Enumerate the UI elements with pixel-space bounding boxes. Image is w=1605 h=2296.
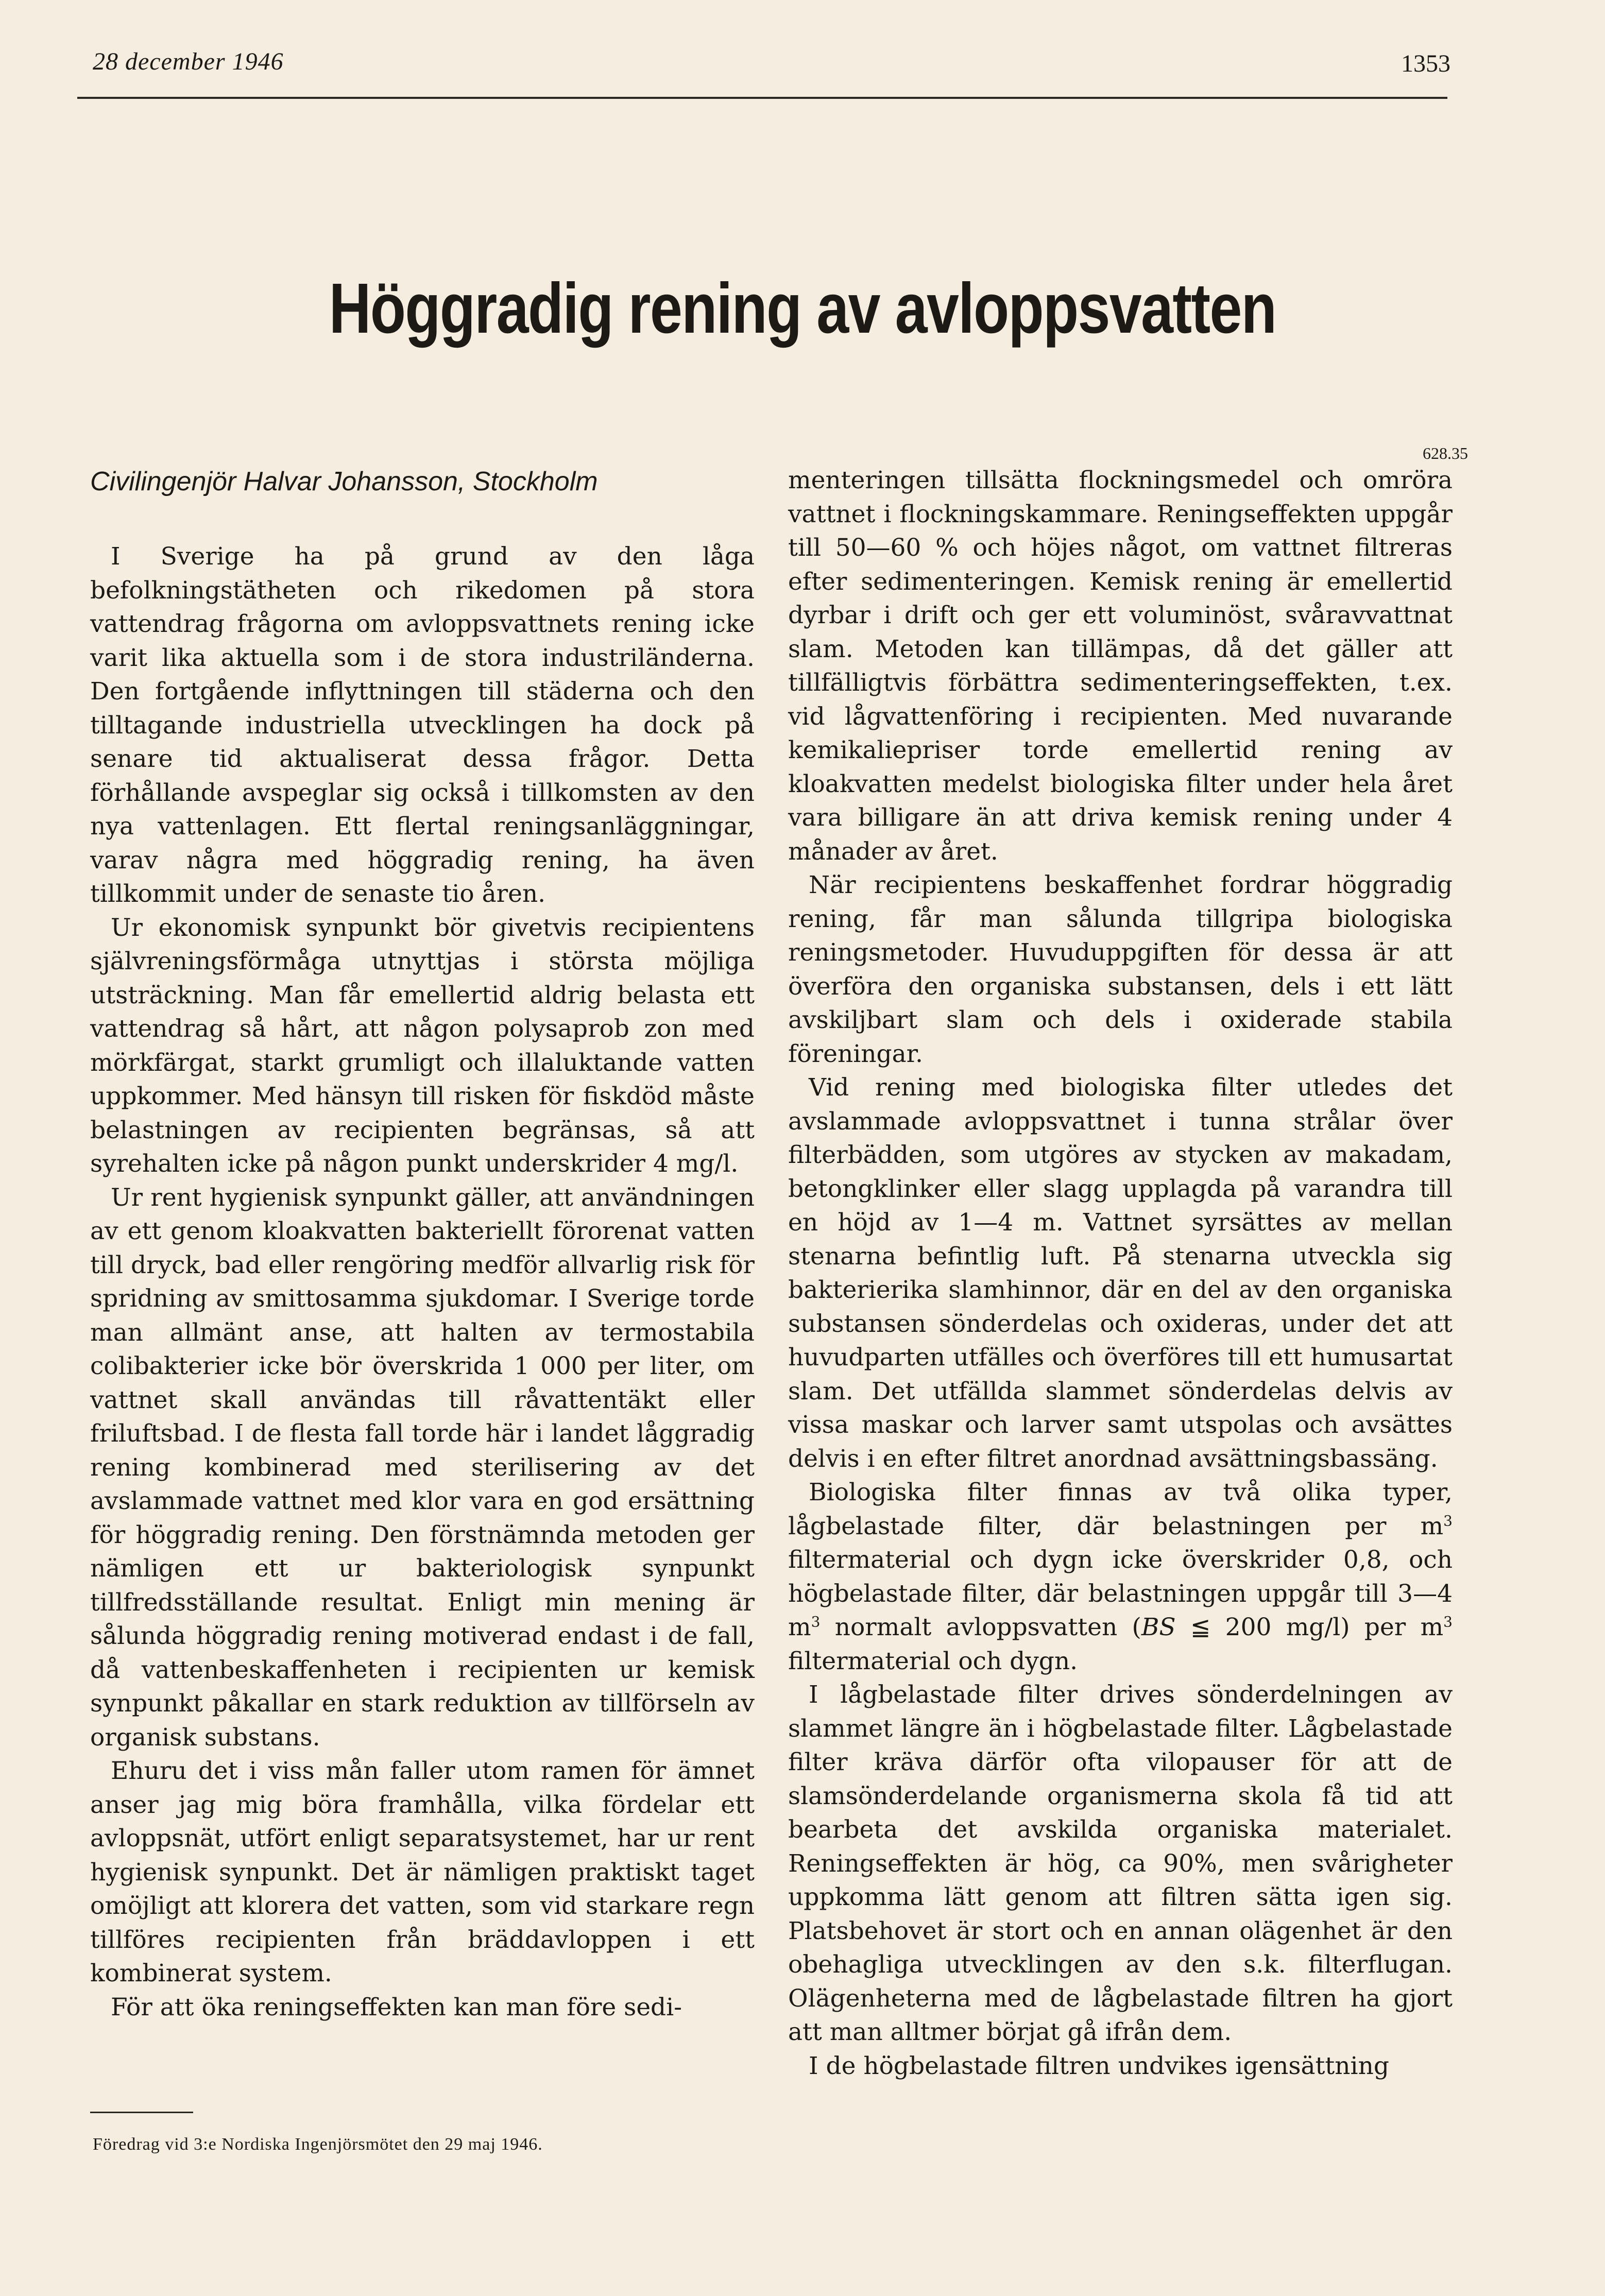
paragraph: Ehuru det i viss mån faller utom ramen för ämnet anser jag mig böra framhålla, vilka fördelar ett avloppsnät, utfört enligt separatsystemet, har ur rent hygienisk synpunkt. Det är nämligen praktiskt taget omöjligt att klorera det vatten, som vid starkare regn tillföres recipienten från bräddavloppen i ett kombinerat system. [90,1757,755,1987]
paragraph: När recipientens beskaffenhet fordrar höggradig rening, får man sålunda tillgripa biologiska reningsmetoder. Huvuduppgiften för dessa är att överföra den organiska substansen, dels i ett lätt avskiljbart slam och dels i oxiderade stabila föreningar. [788,871,1453,1068]
page-number: 1353 [1401,50,1450,77]
paragraph [788,1476,1453,1678]
superscript: 3 [811,1613,821,1631]
header-date: 28 december 1946 [93,48,284,75]
author-byline: Civilingenjör Halvar Johansson, Stockholm [90,467,598,496]
text-run: Biologiska filter finnas av två olika typer, lågbelastade filter, där belastningen per m [788,1478,1453,1540]
paragraph: För att öka reningseffekten kan man före sedi- [111,1993,682,2021]
text-run: filtermaterial och dygn icke överskrider 0,8, och högbelastade filter, där belastningen uppgår till 3—4 m [788,1546,1453,1641]
right-column [788,444,1468,2083]
superscript: 3 [1443,1613,1453,1631]
paragraph: Vid rening med biologiska filter utledes det avslammade avloppsvattnet i tunna strålar över filterbädden, som utgöres av stycken av makadam, betongklinker eller slagg upplagda på varandra till en höjd av 1—4 m. Vattnet syrsättes av mellan stenarna befintlig luft. På stenarna utveckla sig bakterierika slamhinnor, där en del av den organiska substansen sönderdelas och oxideras, under det att huvudparten utfälles och överföres till ett humusartat slam. Det utfällda slammet sönderdelas delvis av vissa maskar och larver samt utspolas och avsättes delvis i en efter filtret anordnad avsättningsbassäng. [788,1073,1453,1473]
classification-code: 628.35 [1423,444,1468,462]
paragraph: I Sverige ha på grund av den låga befolkningstätheten och rikedomen på stora vattendrag frågorna om avloppsvattnets rening icke varit lika aktuella som i de stora industriländerna. Den fortgående inflyttningen till städerna och den tilltagande industriella utvecklingen ha dock på senare tid aktualiserat dessa frågor. Detta förhållande avspeglar sig också i tillkomsten av den nya vattenlagen. Ett flertal reningsanläggningar, varav några med höggradig rening, ha även tillkommit under de senaste tio åren. [90,542,755,908]
footnote: Föredrag vid 3:e Nordiska Ingenjörsmötet den 29 maj 1946. [93,2135,543,2154]
footnote-divider [90,2112,193,2113]
paragraph: I lågbelastade filter drives sönderdelningen av slammet längre än i högbelastade filter. Lågbelastade filter kräva därför ofta vilopauser för att de slamsönderdelande organismerna skola få tid att bearbeta det avskilda organiska materialet. Reningseffekten är hög, ca 90%, men svårigheter uppkomma lätt genom att filtren sätta igen sig. Platsbehovet är stort och en annan olägenhet är den obehagliga utvecklingen av den s.k. filterflugan. Olägenheterna med de lågbelastade filtren ha gjort att man alltmer börjat gå ifrån dem. [788,1681,1453,2046]
text-run: ≦ 200 mg/l) per m [1175,1613,1444,1641]
text-run: filtermaterial och dygn. [788,1647,1078,1675]
paragraph: Ur rent hygienisk synpunkt gäller, att användningen av ett genom kloakvatten bakteriellt förorenat vatten till dryck, bad eller rengöring medför allvarlig risk för spridning av smittosamma sjukdomar. I Sverige torde man allmänt anse, att halten av termostabila colibakterier icke bör överskrida 1 000 per liter, om vattnet skall användas till råvattentäkt eller friluftsbad. I de flesta fall torde här i landet låggradig rening kombinerad med sterilisering av det avslammade vattnet med klor vara en god ersättning för höggradig rening. Den förstnämnda metoden ger nämligen ett ur bakteriologisk synpunkt tillfredsställande resultat. Enligt min mening är sålunda höggradig rening motiverad endast i de fall, då vattenbeskaffenheten i recipienten ur kemisk synpunkt påkallar en stark reduktion av tillförseln av organisk substans. [90,1183,755,1752]
paragraph: I de högbelastade filtren undvikes igensättning [809,2051,1389,2080]
paragraph: Ur ekonomisk synpunkt bör givetvis recipientens självreningsförmåga utnyttjas i största möjliga utsträckning. Man får emellertid aldrig belasta ett vattendrag så hårt, att någon polysaprob zon med mörkfärgat, starkt grumligt och illaluktande vatten uppkommer. Med hänsyn till risken för fiskdöd måste belastningen av recipienten begränsas, så att syrehalten icke på någon punkt underskrider 4 mg/l. [90,913,755,1178]
text-run-italic: BS [1141,1613,1176,1641]
article-title: Höggradig rening av avloppsvatten [329,269,1276,348]
header-divider [77,97,1447,99]
superscript: 3 [1443,1512,1453,1529]
text-run: normalt avloppsvatten ( [820,1613,1141,1641]
paragraph: menteringen tillsätta flockningsmedel och omröra vattnet i flockningskammare. Reningseffekten uppgår till 50—60 % och höjes något, om vattnet filtreras efter sedimenteringen. Kemisk rening är emellertid dyrbar i drift och ger ett voluminöst, svåravvattnat slam. Metoden kan tillämpas, då det gäller att tillfälligtvis förbättra sedimenteringseffekten, t.ex. vid lågvattenföring i recipienten. Med nuvarande kemikaliepriser torde emellertid rening av kloakvatten medelst biologiska filter under hela året vara billigare än att driva kemisk rening under 4 månader av året. [788,466,1453,866]
left-column [90,464,755,2024]
